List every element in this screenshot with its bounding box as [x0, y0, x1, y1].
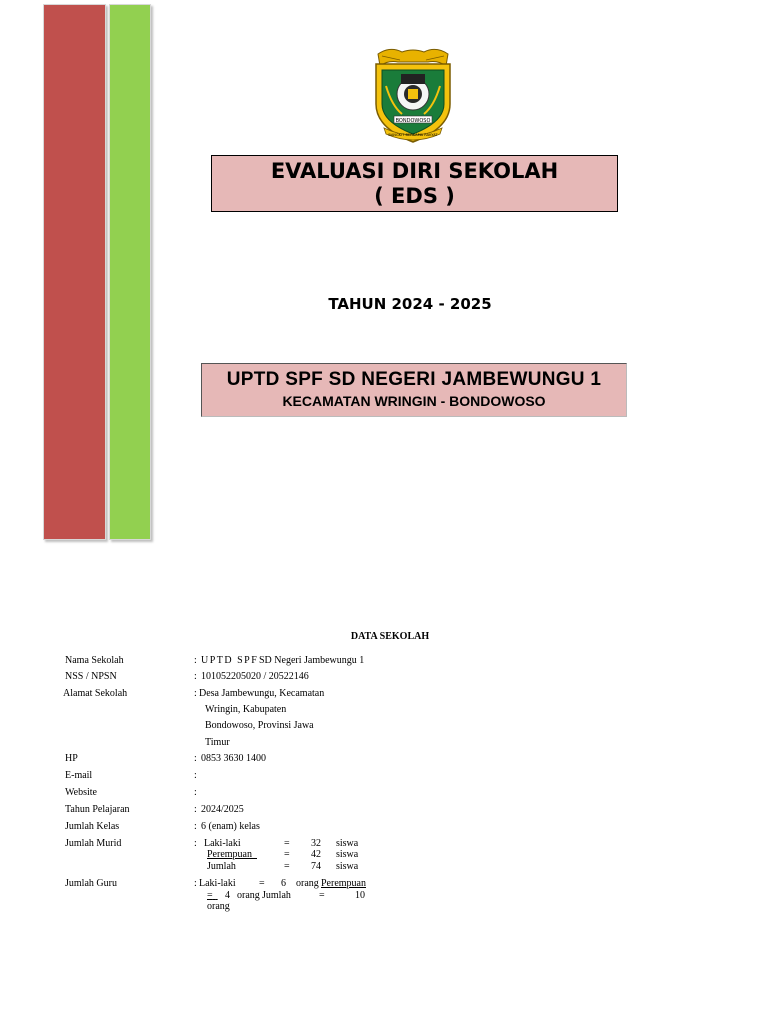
alamat-line-3: Bondowoso, Provinsi Jawa	[205, 720, 314, 731]
nss-label: NSS / NPSN	[65, 671, 117, 682]
guru-perempuan-value: 4	[225, 890, 230, 901]
guru-laki-label: Laki-laki	[199, 878, 236, 889]
alamat-label: Alamat Sekolah	[63, 688, 128, 699]
alamat-line-1: Desa Jambewungu, Kecamatan	[199, 688, 325, 699]
data-sekolah-heading: DATA SEKOLAH	[350, 631, 430, 642]
website-label: Website	[65, 787, 97, 798]
murid-perempuan-row	[207, 849, 359, 861]
guru-perempuan-label: Perempuan	[321, 878, 366, 889]
murid-unit: siswa	[336, 849, 359, 860]
jumlah-guru-label: Jumlah Guru	[65, 878, 117, 889]
murid-laki-value: 32	[311, 838, 321, 849]
jumlah-kelas-label: Jumlah Kelas	[65, 821, 120, 832]
guru-jumlah-label: Jumlah	[262, 890, 291, 901]
colon: :	[194, 770, 197, 781]
colon: :	[194, 787, 197, 798]
guru-unit: orang	[296, 878, 319, 889]
green-side-bar	[109, 4, 151, 540]
jumlah-murid-label: Jumlah Murid	[65, 838, 122, 849]
murid-eq: =	[284, 861, 290, 872]
colon: :	[194, 804, 197, 815]
nama-sekolah-value-prefix: UPTD SPF	[201, 655, 259, 666]
murid-perempuan-label: Perempuan	[207, 849, 252, 860]
alamat-line-4: Timur	[205, 737, 230, 748]
colon: :	[194, 655, 197, 666]
red-side-bar	[43, 4, 106, 540]
title-line-1: EVALUASI DIRI SEKOLAH	[270, 158, 559, 183]
alamat-line-2: Wringin, Kabupaten	[205, 704, 287, 715]
murid-jumlah-value: 74	[311, 861, 321, 872]
guru-eq: =	[207, 890, 213, 901]
nama-sekolah-label: Nama Sekolah	[65, 655, 124, 666]
murid-laki-label: Laki-laki	[204, 838, 241, 849]
tahun-pelajaran-value: 2024/2025	[201, 804, 244, 815]
murid-eq: =	[284, 838, 290, 849]
colon: :	[194, 878, 197, 889]
school-location-line: KECAMATAN WRINGIN - BONDOWOSO	[282, 393, 546, 409]
guru-laki-value: 6	[281, 878, 286, 889]
title-box	[211, 155, 618, 212]
guru-eq: =	[259, 878, 265, 889]
guru-unit: orang	[207, 901, 230, 912]
murid-unit: siswa	[336, 861, 359, 872]
murid-jumlah-label: Jumlah	[207, 861, 236, 872]
guru-jumlah-value: 10	[355, 890, 365, 901]
hp-value: 0853 3630 1400	[201, 753, 266, 764]
nama-sekolah-value: SD Negeri Jambewungu 1	[259, 655, 365, 666]
murid-eq: =	[284, 849, 290, 860]
murid-unit: siswa	[336, 838, 359, 849]
school-name-box	[201, 363, 627, 417]
hp-label: HP	[65, 753, 78, 764]
colon: :	[194, 821, 197, 832]
jumlah-kelas-value: 6 (enam) kelas	[201, 821, 260, 832]
colon: :	[194, 838, 197, 849]
school-name-line: UPTD SPF SD NEGERI JAMBEWUNGU 1	[226, 369, 602, 390]
academic-year: TAHUN 2024 - 2025	[328, 295, 492, 313]
nss-value: 101052205020 / 20522146	[201, 671, 309, 682]
tahun-pelajaran-label: Tahun Pelajaran	[65, 804, 130, 815]
colon: :	[194, 753, 197, 764]
logo-motto-text: BANGKIT BERSAMA RAKYAT	[388, 133, 438, 137]
email-label: E-mail	[65, 770, 93, 781]
colon: :	[194, 688, 197, 699]
guru-eq: =	[319, 890, 325, 901]
colon: :	[194, 671, 197, 682]
title-line-2: ( EDS )	[374, 183, 455, 208]
guru-unit: orang	[237, 890, 260, 901]
murid-perempuan-value: 42	[311, 849, 321, 860]
logo-caption-text: BONDOWOSO	[395, 117, 431, 124]
bondowoso-logo	[372, 46, 454, 146]
